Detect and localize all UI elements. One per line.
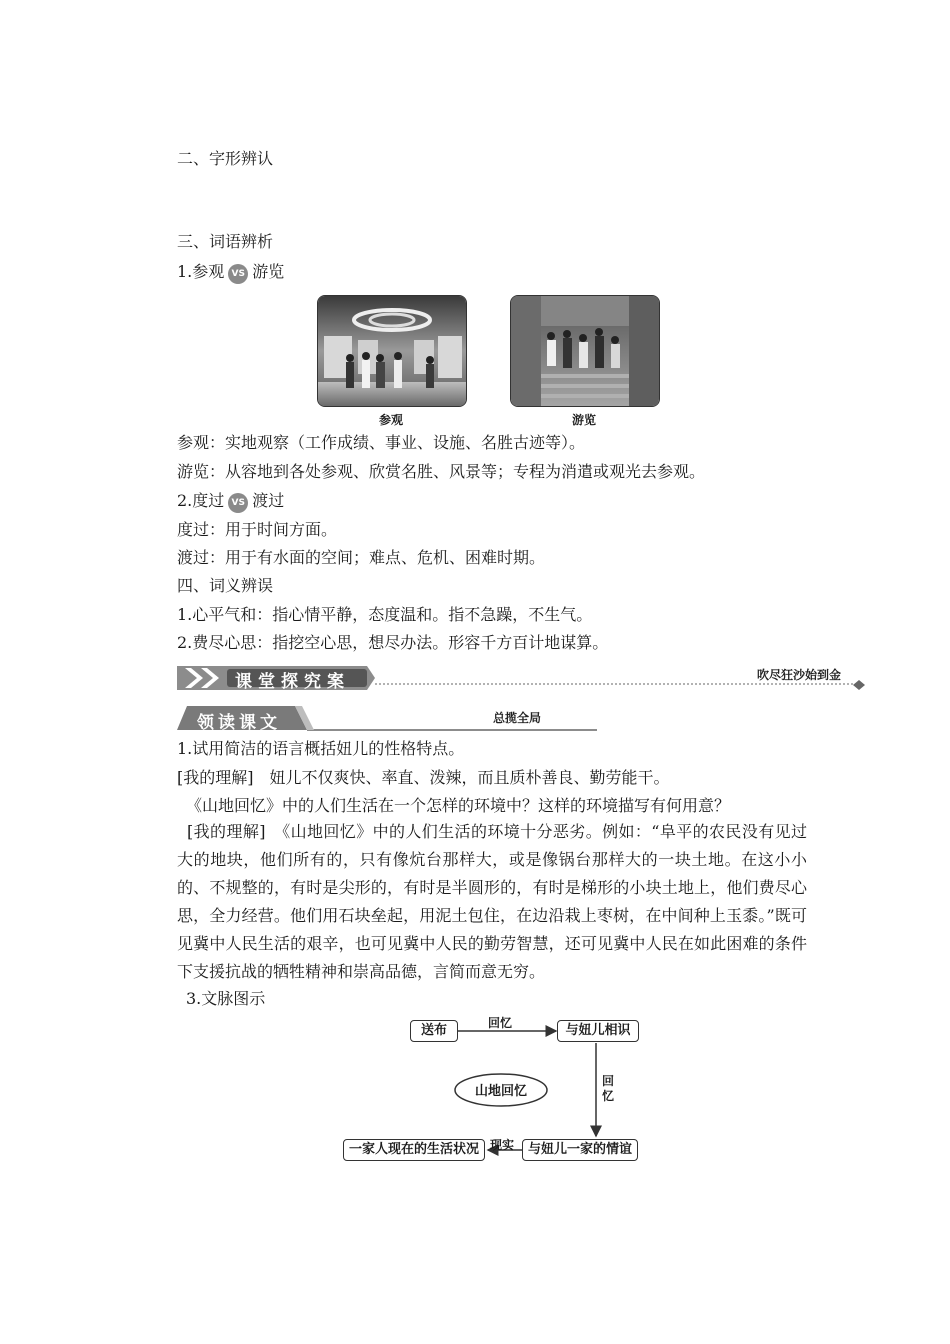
- wuyi-item-1: 1.心平气和：指心情平静，态度温和。指不急躁，不生气。: [177, 605, 593, 624]
- reading-question-1: 1.试用简洁的语言概括妞儿的性格特点。: [177, 739, 465, 758]
- center-label: 山地回忆: [474, 1084, 527, 1099]
- vs-icon: VS: [228, 264, 248, 284]
- photo-canguan-image: [318, 296, 466, 406]
- pair-number: 2.: [177, 491, 193, 510]
- pair-word-b: 渡过: [252, 491, 285, 510]
- word-pair-2: [177, 490, 284, 513]
- edge-label-huiyi: 回忆: [488, 1016, 513, 1030]
- caption-youlan: 游览: [571, 413, 596, 427]
- banner-lingdu-title: 领读课文: [197, 713, 281, 733]
- banner-ketang-slogan: 吹尽狂沙始到金: [757, 668, 842, 682]
- def-youlan: 游览：从容地到各处参观、欣赏名胜、风景等；专程为消遣或观光去参观。: [177, 462, 706, 481]
- caption-canguan: 参观: [378, 413, 403, 427]
- edge-label-xianshi: 现实: [490, 1138, 515, 1152]
- section-heading-ciyu: 三、词语辨析: [177, 232, 274, 251]
- edge-label-huiyi-vertical: 回 忆: [602, 1074, 615, 1103]
- photo-canguan: [317, 295, 467, 407]
- pair-word-b: 游览: [252, 262, 285, 281]
- reading-question-3: 3.文脉图示: [186, 989, 266, 1008]
- def-duguo: 度过：用于时间方面。: [177, 520, 338, 539]
- banner-ketang-title: 课堂探究案: [235, 672, 350, 692]
- reading-question-2: 《山地回忆》中的人们生活在一个怎样的环境中？这样的环境描写有何用意？: [186, 796, 731, 815]
- node-xianzhuang: 一家人现在的生活状况: [343, 1139, 485, 1161]
- word-pair-1: [177, 261, 284, 284]
- node-qingyi: 与妞儿一家的情谊: [522, 1139, 638, 1161]
- wuyi-item-2: 2.费尽心思：指挖空心思，想尽办法。形容千方百计地谋算。: [177, 633, 609, 652]
- section-heading-zixing: 二、字形辨认: [177, 149, 274, 168]
- pair-number: 1.: [177, 262, 193, 281]
- node-xiangshi: 与妞儿相识: [557, 1020, 639, 1042]
- pair-word-a: 度过: [192, 491, 225, 510]
- section-heading-ciyi: 四、词义辨误: [177, 576, 274, 595]
- banner-lingdu: [177, 706, 597, 732]
- def-canguan: 参观：实地观察（工作成绩、事业、设施、名胜古迹等）。: [177, 433, 586, 452]
- def-duguo-water: 渡过：用于有水面的空间；难点、危机、困难时期。: [177, 548, 546, 567]
- reading-answer-1: [我的理解] 妞儿不仅爽快、率直、泼辣，而且质朴善良、勤劳能干。: [177, 768, 670, 787]
- reading-answer-2: [我的理解] 《山地回忆》中的人们生活的环境十分恶劣。例如：“阜平的农民没有见过大的地块，他们所有的，只有像炕台那样大，或是像锅台那样大的一块土地。在这小小的、不规整的，有时是尖形的，有时是半圆形的，有时是梯形的小块土地上，他们费尽心思，全力经营。他们用石块垒起，用泥土包住，在边沿栽上枣树，在中间种上玉黍。”既可见冀中人民生活的艰辛，也可见冀中人民的勤劳智慧，还可见冀中人民在如此困难的条件下支援抗战的牺牲精神和崇高品德，言简而意无穷。: [177, 822, 807, 981]
- vs-icon: VS: [228, 493, 248, 513]
- banner-ketang: [177, 664, 867, 692]
- pair-word-a: 参观: [192, 262, 225, 281]
- photo-youlan: [510, 295, 660, 407]
- node-songbu: 送布: [410, 1020, 458, 1042]
- banner-lingdu-slogan: 总揽全局: [493, 711, 542, 725]
- photo-youlan-image: [511, 296, 659, 406]
